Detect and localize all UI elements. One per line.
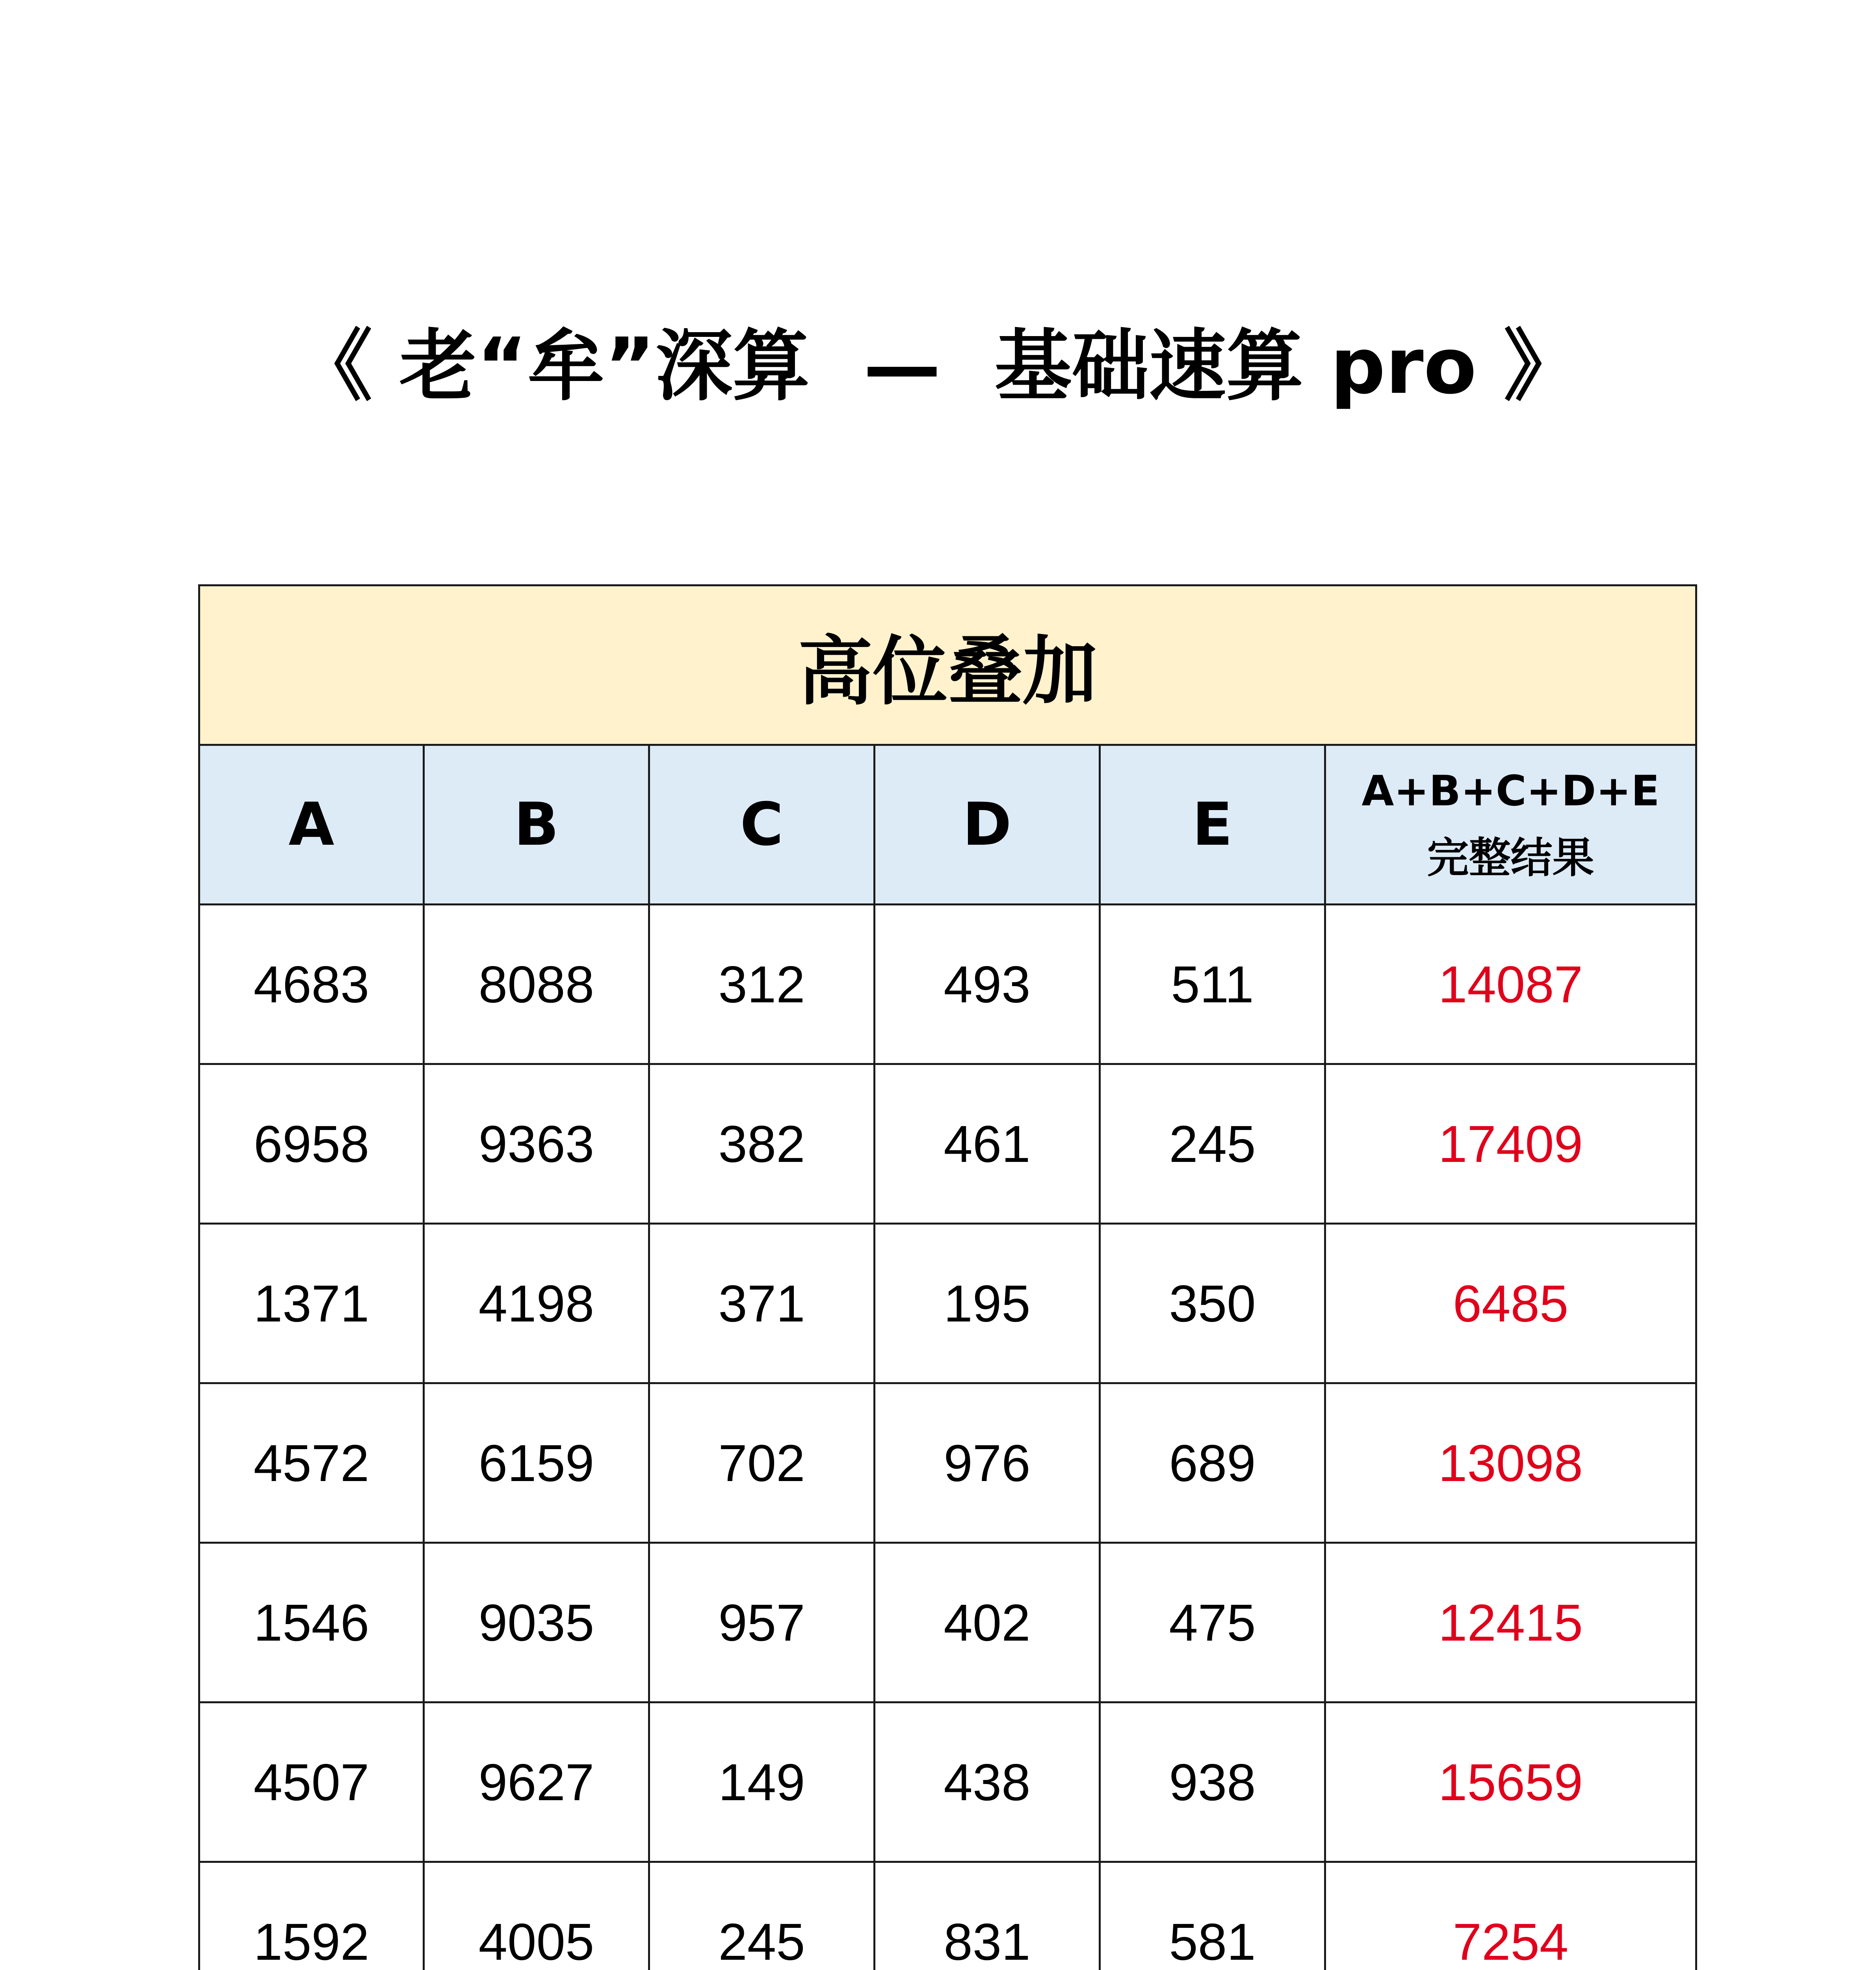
cell-a: 6958 xyxy=(199,1064,424,1224)
cell-d: 195 xyxy=(875,1224,1100,1383)
page-title: 《 老“牟”深算 — 基础速算 pro 》 xyxy=(295,322,1581,411)
cell-e: 689 xyxy=(1100,1383,1325,1543)
cell-d: 402 xyxy=(875,1543,1100,1702)
column-header-e: E xyxy=(1100,745,1325,905)
cell-d: 493 xyxy=(875,905,1100,1064)
cell-b: 9363 xyxy=(424,1064,649,1224)
cell-result: 14087 xyxy=(1325,905,1696,1064)
table-row xyxy=(199,1702,1696,1862)
cell-d: 461 xyxy=(875,1064,1100,1224)
table-row xyxy=(199,905,1696,1064)
cell-result: 17409 xyxy=(1325,1064,1696,1224)
cell-b: 4005 xyxy=(424,1862,649,1970)
cell-e: 938 xyxy=(1100,1702,1325,1862)
result-header-label: 完整结果 xyxy=(1427,834,1594,882)
table-row xyxy=(199,1862,1696,1970)
cell-d: 976 xyxy=(875,1383,1100,1543)
cell-b: 4198 xyxy=(424,1224,649,1383)
cell-a: 4572 xyxy=(199,1383,424,1543)
cell-c: 245 xyxy=(649,1862,875,1970)
cell-result: 15659 xyxy=(1325,1702,1696,1862)
cell-e: 511 xyxy=(1100,905,1325,1064)
cell-c: 312 xyxy=(649,905,875,1064)
cell-b: 9035 xyxy=(424,1543,649,1702)
cell-b: 9627 xyxy=(424,1702,649,1862)
column-header-a: A xyxy=(199,745,424,905)
cell-c: 382 xyxy=(649,1064,875,1224)
cell-e: 245 xyxy=(1100,1064,1325,1224)
table-row xyxy=(199,1543,1696,1702)
column-header-c: C xyxy=(649,745,875,905)
cell-b: 6159 xyxy=(424,1383,649,1543)
cell-a: 1546 xyxy=(199,1543,424,1702)
cell-d: 438 xyxy=(875,1702,1100,1862)
table-row xyxy=(199,1224,1696,1383)
cell-result: 6485 xyxy=(1325,1224,1696,1383)
cell-a: 1371 xyxy=(199,1224,424,1383)
column-header-d: D xyxy=(875,745,1100,905)
cell-a: 4683 xyxy=(199,905,424,1064)
cell-e: 475 xyxy=(1100,1543,1325,1702)
cell-a: 1592 xyxy=(199,1862,424,1970)
cell-b: 8088 xyxy=(424,905,649,1064)
result-header-formula: A+B+C+D+E xyxy=(1361,767,1660,815)
cell-result: 7254 xyxy=(1325,1862,1696,1970)
cell-c: 149 xyxy=(649,1702,875,1862)
cell-c: 957 xyxy=(649,1543,875,1702)
cell-c: 371 xyxy=(649,1224,875,1383)
cell-a: 4507 xyxy=(199,1702,424,1862)
column-header-b: B xyxy=(424,745,649,905)
cell-d: 831 xyxy=(875,1862,1100,1970)
section-title: 高位叠加 xyxy=(199,585,1696,745)
cell-result: 13098 xyxy=(1325,1383,1696,1543)
cell-c: 702 xyxy=(649,1383,875,1543)
table-body xyxy=(199,905,1696,1970)
column-header-result xyxy=(1325,745,1696,905)
cell-result: 12415 xyxy=(1325,1543,1696,1702)
table-row xyxy=(199,1383,1696,1543)
cell-e: 581 xyxy=(1100,1862,1325,1970)
cell-e: 350 xyxy=(1100,1224,1325,1383)
calculation-table xyxy=(198,584,1697,1970)
table-row xyxy=(199,1064,1696,1224)
